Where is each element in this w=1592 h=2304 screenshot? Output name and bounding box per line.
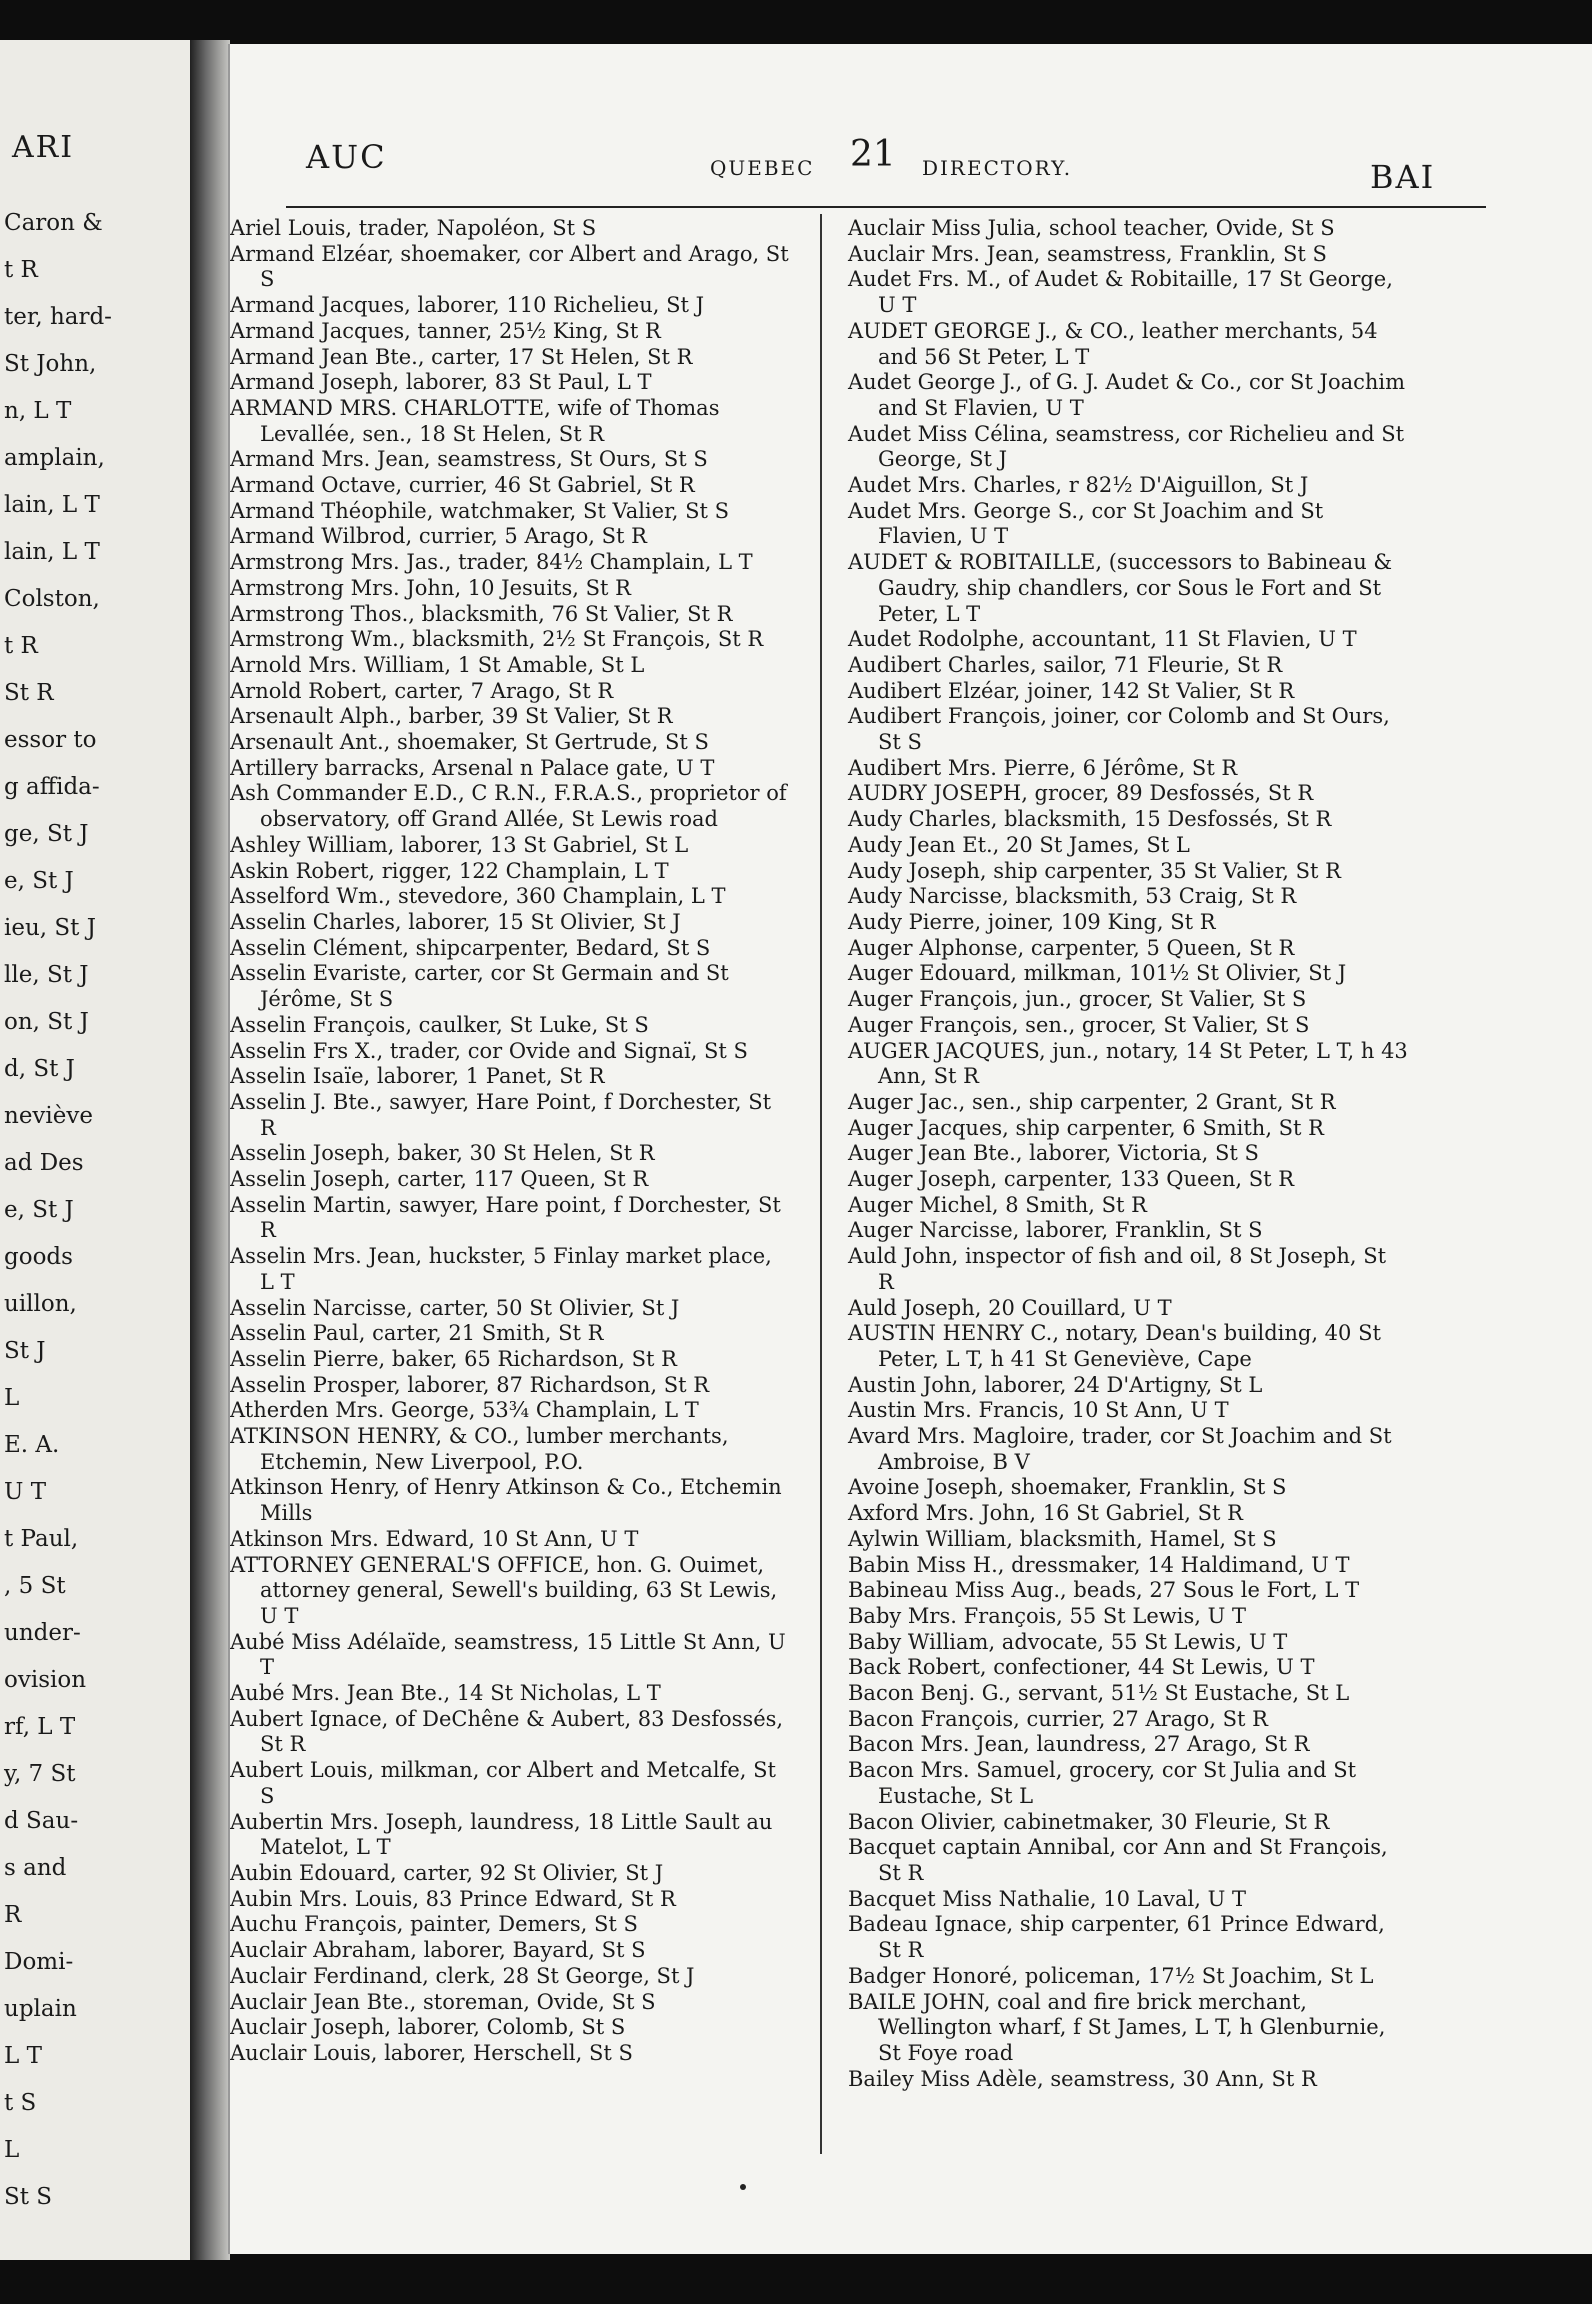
- directory-entry: Asselin Martin, sawyer, Hare point, f Dorchester, St R: [230, 1192, 781, 1243]
- directory-entry: Audy Narcisse, blacksmith, 53 Craig, St R: [848, 884, 1297, 909]
- previous-page-line: ad Des: [4, 1150, 84, 1176]
- directory-entry: Armstrong Thos., blacksmith, 76 St Valier, St R: [230, 601, 733, 626]
- previous-page-line: ovision: [4, 1667, 87, 1693]
- directory-entry: Auclair Joseph, laborer, Colomb, St S: [230, 2015, 626, 2040]
- directory-entry: Asselford Wm., stevedore, 360 Champlain, L T: [230, 884, 726, 909]
- directory-entry: Bacon François, currier, 27 Arago, St R: [848, 1706, 1268, 1731]
- directory-entry: Babineau Miss Aug., beads, 27 Sous le Fort, L T: [848, 1578, 1360, 1603]
- directory-entry: Asselin J. Bte., sawyer, Hare Point, f Dorchester, St R: [230, 1089, 772, 1140]
- previous-page-line: d Sau-: [4, 1808, 79, 1834]
- directory-entry: AUGER JACQUES, jun., notary, 14 St Peter, L T, h 43 Ann, St R: [848, 1038, 1408, 1089]
- directory-entry: Aubé Miss Adélaïde, seamstress, 15 Little St Ann, U T: [230, 1629, 786, 1680]
- previous-page-line: on, St J: [4, 1009, 89, 1035]
- directory-page: [228, 44, 1592, 2254]
- directory-entry: Baby William, advocate, 55 St Lewis, U T: [848, 1629, 1288, 1654]
- directory-entry: Auger Narcisse, laborer, Franklin, St S: [848, 1218, 1263, 1243]
- directory-entry: Asselin Paul, carter, 21 Smith, St R: [230, 1321, 604, 1346]
- directory-entry: Askin Robert, rigger, 122 Champlain, L T: [230, 858, 669, 883]
- directory-entry: Auger Jacques, ship carpenter, 6 Smith, St R: [848, 1115, 1324, 1140]
- left-column: [230, 216, 790, 2067]
- previous-page-line: U T: [4, 1479, 47, 1505]
- previous-page-line: goods: [4, 1244, 73, 1270]
- directory-entry: Arsenault Alph., barber, 39 St Valier, St R: [230, 704, 673, 729]
- page-number: 21: [850, 134, 896, 175]
- directory-entry: Artillery barracks, Arsenal n Palace gate, U T: [230, 755, 715, 780]
- directory-entry: Ariel Louis, trader, Napoléon, St S: [230, 216, 597, 240]
- previous-page-line: L: [4, 2137, 20, 2163]
- previous-page-line: lle, St J: [4, 962, 89, 988]
- directory-entry: Badeau Ignace, ship carpenter, 61 Prince Edward, St R: [848, 1912, 1385, 1963]
- previous-page-line: St John,: [4, 351, 97, 377]
- directory-entry: Atherden Mrs. George, 53¾ Champlain, L T: [230, 1398, 699, 1423]
- directory-entry: Auclair Ferdinand, clerk, 28 St George, St J: [230, 1963, 695, 1988]
- previous-page-line: e, St J: [4, 868, 74, 894]
- previous-page-line: Colston,: [4, 586, 100, 612]
- directory-entry: Audibert Elzéar, joiner, 142 St Valier, St R: [848, 678, 1295, 703]
- directory-entry: Arnold Robert, carter, 7 Arago, St R: [230, 678, 614, 703]
- page-dot: [740, 2184, 746, 2190]
- directory-entry: Aubé Mrs. Jean Bte., 14 St Nicholas, L T: [230, 1681, 661, 1706]
- previous-page-line: neviève: [4, 1103, 93, 1129]
- directory-entry: Asselin Pierre, baker, 65 Richardson, St R: [230, 1346, 677, 1371]
- directory-entry: Baby Mrs. François, 55 St Lewis, U T: [848, 1603, 1246, 1628]
- directory-entry: Austin John, laborer, 24 D'Artigny, St L: [848, 1372, 1263, 1397]
- directory-entry: Auclair Jean Bte., storeman, Ovide, St S: [230, 1989, 656, 2014]
- directory-entry: Audy Jean Et., 20 St James, St L: [848, 832, 1190, 857]
- directory-title: DIRECTORY.: [922, 156, 1073, 180]
- directory-entry: Audibert Mrs. Pierre, 6 Jérôme, St R: [848, 755, 1238, 780]
- directory-entry: Armstrong Mrs. Jas., trader, 84½ Champlain, L T: [230, 550, 753, 575]
- directory-entry: Ash Commander E.D., C R.N., F.R.A.S., proprietor of observatory, off Grand Allée, St Lewis road: [230, 781, 787, 832]
- directory-entry: Aubin Mrs. Louis, 83 Prince Edward, St R: [230, 1886, 676, 1911]
- previous-page-line: amplain,: [4, 445, 105, 471]
- directory-entry: Audy Joseph, ship carpenter, 35 St Valier, St R: [848, 858, 1341, 883]
- previous-page-line: rf, L T: [4, 1714, 76, 1740]
- directory-entry: ATKINSON HENRY, & CO., lumber merchants, Etchemin, New Liverpool, P.O.: [230, 1424, 729, 1474]
- city-label: QUEBEC: [710, 156, 815, 180]
- directory-entry: Babin Miss H., dressmaker, 14 Haldimand, U T: [848, 1552, 1350, 1577]
- directory-entry: Bacon Mrs. Samuel, grocery, cor St Julia and St Eustache, St L: [848, 1758, 1357, 1808]
- directory-entry: Armand Wilbrod, currier, 5 Arago, St R: [230, 524, 647, 549]
- directory-entry: ARMAND MRS. CHARLOTTE, wife of Thomas Levallée, sen., 18 St Helen, St R: [230, 395, 720, 446]
- directory-entry: Ashley William, laborer, 13 St Gabriel, St L: [230, 832, 689, 857]
- previous-page-line: t Paul,: [4, 1526, 79, 1552]
- previous-page-line: uplain: [4, 1996, 77, 2022]
- directory-entry: Audet Mrs. George S., cor St Joachim and St Flavien, U T: [848, 498, 1324, 549]
- directory-entry: ATTORNEY GENERAL'S OFFICE, hon. G. Ouimet, attorney general, Sewell's building, 63 St Lewis, U T: [230, 1552, 778, 1628]
- previous-page-line: t R: [4, 633, 38, 659]
- directory-entry: Bacquet Miss Nathalie, 10 Laval, U T: [848, 1886, 1246, 1911]
- previous-page-line: lain, L T: [4, 492, 100, 518]
- previous-page-line: L T: [4, 2043, 42, 2069]
- directory-entry: Asselin Narcisse, carter, 50 St Olivier, St J: [230, 1295, 680, 1320]
- directory-entry: Atkinson Mrs. Edward, 10 St Ann, U T: [230, 1526, 639, 1551]
- directory-entry: Armand Jacques, laborer, 110 Richelieu, St J: [230, 293, 705, 318]
- directory-entry: Avoine Joseph, shoemaker, Franklin, St S: [848, 1475, 1287, 1500]
- directory-entry: Armand Joseph, laborer, 83 St Paul, L T: [230, 370, 652, 395]
- directory-entry: Asselin Joseph, carter, 117 Queen, St R: [230, 1167, 649, 1192]
- directory-entry: Auger Jean Bte., laborer, Victoria, St S: [848, 1141, 1259, 1166]
- previous-page-line: L: [4, 1385, 20, 1411]
- directory-entry: Axford Mrs. John, 16 St Gabriel, St R: [848, 1501, 1243, 1526]
- directory-entry: Asselin Prosper, laborer, 87 Richardson, St R: [230, 1372, 710, 1397]
- previous-page-line: ter, hard-: [4, 304, 112, 330]
- directory-entry: Audibert Charles, sailor, 71 Fleurie, St R: [848, 652, 1283, 677]
- previous-page-line: E. A.: [4, 1432, 60, 1458]
- previous-page-line: y, 7 St: [4, 1761, 76, 1787]
- directory-entry: Asselin Isaïe, laborer, 1 Panet, St R: [230, 1064, 605, 1089]
- previous-page-line: essor to: [4, 727, 97, 753]
- directory-entry: Audet Frs. M., of Audet & Robitaille, 17 St George, U T: [848, 267, 1393, 318]
- previous-page-line: , 5 St: [4, 1573, 66, 1599]
- directory-entry: Armstrong Wm., blacksmith, 2½ St François, St R: [230, 627, 764, 652]
- previous-page-line: d, St J: [4, 1056, 75, 1082]
- running-head: [230, 134, 1592, 194]
- directory-entry: Audet George J., of G. J. Audet & Co., cor St Joachim and St Flavien, U T: [848, 370, 1406, 420]
- directory-entry: Arnold Mrs. William, 1 St Amable, St L: [230, 652, 645, 677]
- directory-entry: Bacon Mrs. Jean, laundress, 27 Arago, St R: [848, 1732, 1310, 1757]
- previous-page-line: uillon,: [4, 1291, 77, 1317]
- directory-entry: Armand Jacques, tanner, 25½ King, St R: [230, 318, 661, 343]
- directory-entry: Atkinson Henry, of Henry Atkinson & Co., Etchemin Mills: [230, 1475, 782, 1526]
- book-gutter: [190, 40, 230, 2260]
- previous-page-line: St R: [4, 680, 54, 706]
- directory-entry: Audet Rodolphe, accountant, 11 St Flavien, U T: [848, 627, 1357, 652]
- previous-page-line: Domi-: [4, 1949, 74, 1975]
- directory-entry: Auger Joseph, carpenter, 133 Queen, St R: [848, 1167, 1295, 1192]
- directory-entry: Armstrong Mrs. John, 10 Jesuits, St R: [230, 575, 631, 600]
- directory-entry: Asselin François, caulker, St Luke, St S: [230, 1012, 649, 1037]
- directory-entry: Asselin Clément, shipcarpenter, Bedard, St S: [230, 935, 711, 960]
- column-divider: [820, 214, 822, 2154]
- directory-entry: Austin Mrs. Francis, 10 St Ann, U T: [848, 1398, 1229, 1423]
- left-keyword: AUC: [306, 138, 387, 176]
- directory-entry: Audet Mrs. Charles, r 82½ D'Aiguillon, St J: [848, 473, 1309, 498]
- previous-page-line: Caron &: [4, 210, 103, 236]
- directory-entry: Auger François, sen., grocer, St Valier, St S: [848, 1012, 1310, 1037]
- directory-entry: Avard Mrs. Magloire, trader, cor St Joachim and St Ambroise, B V: [848, 1424, 1392, 1474]
- directory-entry: Auclair Mrs. Jean, seamstress, Franklin, St S: [848, 241, 1327, 266]
- directory-entry: Audy Pierre, joiner, 109 King, St R: [848, 909, 1216, 934]
- previous-page-line: t R: [4, 257, 38, 283]
- previous-page-line: ieu, St J: [4, 915, 96, 941]
- directory-entry: Armand Théophile, watchmaker, St Valier, St S: [230, 498, 730, 523]
- header-rule: [286, 206, 1486, 208]
- previous-page-line: s and: [4, 1855, 67, 1881]
- directory-entry: Audet Miss Célina, seamstress, cor Richelieu and St George, St J: [848, 421, 1405, 472]
- previous-page-line: t S: [4, 2090, 37, 2116]
- previous-page-line: e, St J: [4, 1197, 74, 1223]
- directory-entry: AUDET & ROBITAILLE, (successors to Babineau & Gaudry, ship chandlers, cor Sous le Fort and St Peter, L T: [848, 550, 1393, 626]
- directory-entry: AUDRY JOSEPH, grocer, 89 Desfossés, St R: [848, 781, 1314, 806]
- directory-entry: Auger Jac., sen., ship carpenter, 2 Grant, St R: [848, 1089, 1336, 1114]
- directory-entry: Auger Alphonse, carpenter, 5 Queen, St R: [848, 935, 1295, 960]
- directory-entry: Aylwin William, blacksmith, Hamel, St S: [848, 1526, 1277, 1551]
- directory-entry: Armand Elzéar, shoemaker, cor Albert and Arago, St S: [230, 241, 789, 292]
- right-column: [848, 216, 1408, 2092]
- directory-entry: Bailey Miss Adèle, seamstress, 30 Ann, St R: [848, 2066, 1317, 2091]
- previous-page-header: ARI: [12, 130, 75, 165]
- directory-entry: Auger François, jun., grocer, St Valier, St S: [848, 987, 1307, 1012]
- previous-page-line: St S: [4, 2184, 53, 2210]
- previous-page-line: n, L T: [4, 398, 72, 424]
- directory-entry: Armand Jean Bte., carter, 17 St Helen, St R: [230, 344, 693, 369]
- previous-page-line: g affida-: [4, 774, 100, 800]
- directory-entry: Auger Edouard, milkman, 101½ St Olivier, St J: [848, 961, 1347, 986]
- previous-page-line: R: [4, 1902, 22, 1928]
- directory-entry: Back Robert, confectioner, 44 St Lewis, U T: [848, 1655, 1315, 1680]
- directory-entry: Asselin Charles, laborer, 15 St Olivier, St J: [230, 909, 681, 934]
- previous-page-line: lain, L T: [4, 539, 100, 565]
- previous-page-strip: [0, 40, 190, 2260]
- directory-entry: Armand Octave, currier, 46 St Gabriel, St R: [230, 473, 695, 498]
- directory-entry: Aubert Ignace, of DeChêne & Aubert, 83 Desfossés, St R: [230, 1706, 784, 1757]
- directory-entry: Auclair Miss Julia, school teacher, Ovide, St S: [848, 216, 1335, 240]
- directory-entry: Auger Michel, 8 Smith, St R: [848, 1192, 1147, 1217]
- right-keyword: BAI: [1370, 158, 1436, 196]
- directory-entry: Aubertin Mrs. Joseph, laundress, 18 Little Sault au Matelot, L T: [230, 1809, 773, 1860]
- directory-entry: Asselin Evariste, carter, cor St Germain and St Jérôme, St S: [230, 961, 729, 1012]
- directory-entry: Audibert François, joiner, cor Colomb and St Ours, St S: [848, 704, 1390, 755]
- directory-entry: BAILE JOHN, coal and fire brick merchant, Wellington wharf, f St James, L T, h Glenburnie, St Foye road: [848, 1989, 1386, 2065]
- previous-page-line: ge, St J: [4, 821, 89, 847]
- directory-entry: Armand Mrs. Jean, seamstress, St Ours, St S: [230, 447, 708, 472]
- directory-entry: AUDET GEORGE J., & CO., leather merchants, 54 and 56 St Peter, L T: [848, 318, 1378, 369]
- directory-entry: Asselin Frs X., trader, cor Ovide and Signaï, St S: [230, 1038, 748, 1063]
- directory-entry: Auchu François, painter, Demers, St S: [230, 1912, 638, 1937]
- directory-entry: Badger Honoré, policeman, 17½ St Joachim, St L: [848, 1963, 1374, 1988]
- previous-page-line: under-: [4, 1620, 81, 1646]
- directory-entry: Bacon Benj. G., servant, 51½ St Eustache, St L: [848, 1681, 1350, 1706]
- directory-entry: Aubert Louis, milkman, cor Albert and Metcalfe, St S: [230, 1758, 776, 1808]
- directory-entry: Asselin Mrs. Jean, huckster, 5 Finlay market place, L T: [230, 1244, 772, 1294]
- directory-entry: Auld Joseph, 20 Couillard, U T: [848, 1295, 1172, 1320]
- directory-entry: Auclair Louis, laborer, Herschell, St S: [230, 2040, 633, 2065]
- directory-entry: Aubin Edouard, carter, 92 St Olivier, St J: [230, 1861, 664, 1885]
- previous-page-line: St J: [4, 1338, 46, 1364]
- directory-entry: Asselin Joseph, baker, 30 St Helen, St R: [230, 1141, 655, 1166]
- directory-entry: Auld John, inspector of fish and oil, 8 St Joseph, St R: [848, 1244, 1387, 1294]
- directory-entry: AUSTIN HENRY C., notary, Dean's building, 40 St Peter, L T, h 41 St Geneviève, Cape: [848, 1321, 1381, 1371]
- directory-entry: Audy Charles, blacksmith, 15 Desfossés, St R: [848, 807, 1332, 832]
- directory-entry: Auclair Abraham, laborer, Bayard, St S: [230, 1938, 646, 1963]
- directory-entry: Bacquet captain Annibal, cor Ann and St François, St R: [848, 1835, 1388, 1885]
- directory-entry: Arsenault Ant., shoemaker, St Gertrude, St S: [230, 730, 709, 755]
- directory-entry: Bacon Olivier, cabinetmaker, 30 Fleurie, St R: [848, 1809, 1330, 1834]
